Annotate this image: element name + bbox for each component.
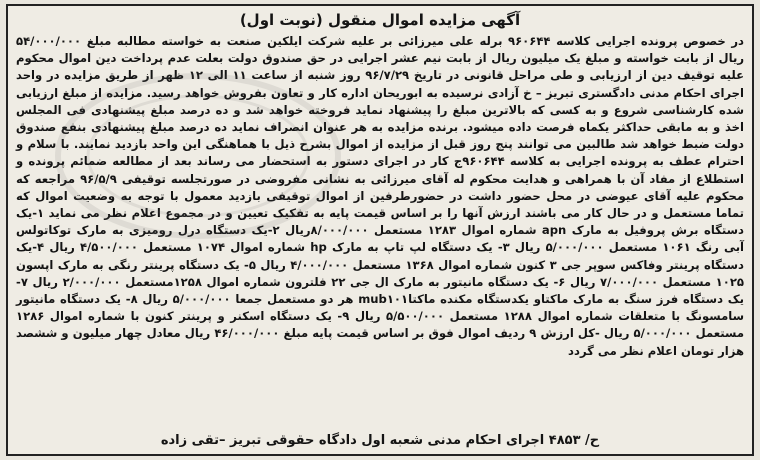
notice-footer: ح/ ۴۸۵۳ اجرای احکام مدنی شعبه اول دادگاه حقوقی تبریز –تقی زاده	[160, 433, 600, 448]
notice-body: در خصوص پرونده اجرایی کلاسه ۹۶۰۶۴۴ برله علی میرزائی بر علیه شرکت ایلکین صنعت به خواسته مطالبه مبلغ ۵۴/۰۰۰/۰۰۰ ریال از بابت خواسته و مبلغ یک میلیون ریال از بابت نیم عشر اجرایی در حق صندوق دولت بعلت عدم پرداخت دین اموال محکوم علیه توقیف دین از ارزیابی و طی مراحل قانونی در تاریخ ۹۶/۷/۲۹ روز شنبه از ساعت ۱۱ الی ۱۲ ظهر از طریق مزایده در واحد اجرای احکام مدنی دادگستری تبریز – خ آزادی نرسیده به ابوریحان اداره کار و تعاون بفروش خواهد رسید. مزایده از مبلغ ارزیابی شده کارشناسی شروع و به کسی که بالاترین مبلغ را پیشنهاد نماید فروخته خواهد شد و ده درصد مبلغ پیشنهادی فی المجلس اخذ و به مابقی حداکثر یکماه فرصت داده میشود. برنده مزایده به هر عنوان انصراف نماید ده درصد مبلغ پیشنهادی بنفع صندوق دولت ضبط خواهد شد طالبین می توانند پنج روز قبل از مزایده از اموال بشرح ذیل با هماهنگی این واحد بازدید نمایند. با سلام و احترام عطف به پرونده اجرایی به کلاسه ۹۶۰۶۴۴ج کار در اجرای دستور به استحضار می رساند بعد از مطالعه ضمائم پرونده و استطلاع از مفاد آن با همراهی و هدایت محکوم له آقای میرزائی به نشانی مفروضی در صورتجلسه توقیفی ۹۶/۵/۹ مراجعه که محکوم علیه آقای عیوضی در محل حضور داشت در حضورطرفین از اموال توقیفی بازدید معمول با توجه به وضعیت اموال که تماما مستعمل و در حال کار می باشند ارزش آنها را بر اساس قیمت پایه به تفکیک تعیین و در مجموع اعلام نظر می نماید ۱-یک دستگاه برش پروفیل به مارک apn شماره اموال ۱۲۸۳ مستعمل ۸/۰۰۰/۰۰۰ریال ۲-یک دستگاه درل رومیزی به مارک توکاتولس آبی رنگ ۱۰۶۱ مستعمل ۵/۰۰۰/۰۰۰ ریال ۳- یک دستگاه لپ تاپ به مارک hp شماره اموال ۱۰۷۴ مستعمل ۴/۵۰۰/۰۰۰ ریال ۴-یک دستگاه پرینتر وفاکس سوپر جی ۳ کنون شماره اموال ۱۳۶۸ مستعمل ۴/۰۰۰/۰۰۰ ریال ۵- یک دستگاه پرینتر رنگی به مارک اپسون ۱۰۲۵ مستعمل ۷/۰۰۰/۰۰۰ ریال ۶- یک دستگاه مانیتور به مارک ال جی ۲۲ فلترون شماره اموال ۱۲۵۸مستعمل ۲/۰۰۰/۰۰۰ ریال ۷- یک دستگاه فرز سنگ به مارک ماکتاو یکدستگاه مکنده ماکتاmub۱۰۱ هر دو مستعمل جمعا ۵/۰۰۰/۰۰۰ ریال ۸- یک دستگاه مانیتور سامسونگ با متعلقات شماره اموال ۱۲۸۸ مستعمل ۵/۵۰۰/۰۰۰ ریال ۹- یک دستگاه اسکنر و پرینتر کنون با شماره اموال ۱۲۸۶ مستعمل ۵/۰۰۰/۰۰۰ ریال -کل ارزش ۹ ردیف اموال فوق بر اساس قیمت پایه مبلغ ۴۶/۰۰۰/۰۰۰ ریال معادل چهار میلیون و ششصد هزار تومان اعلام نظر می گردد	[16, 34, 745, 358]
notice-title: آگهی مزایده اموال منقول (نوبت اول)	[239, 11, 521, 29]
auction-notice	[6, 4, 754, 456]
